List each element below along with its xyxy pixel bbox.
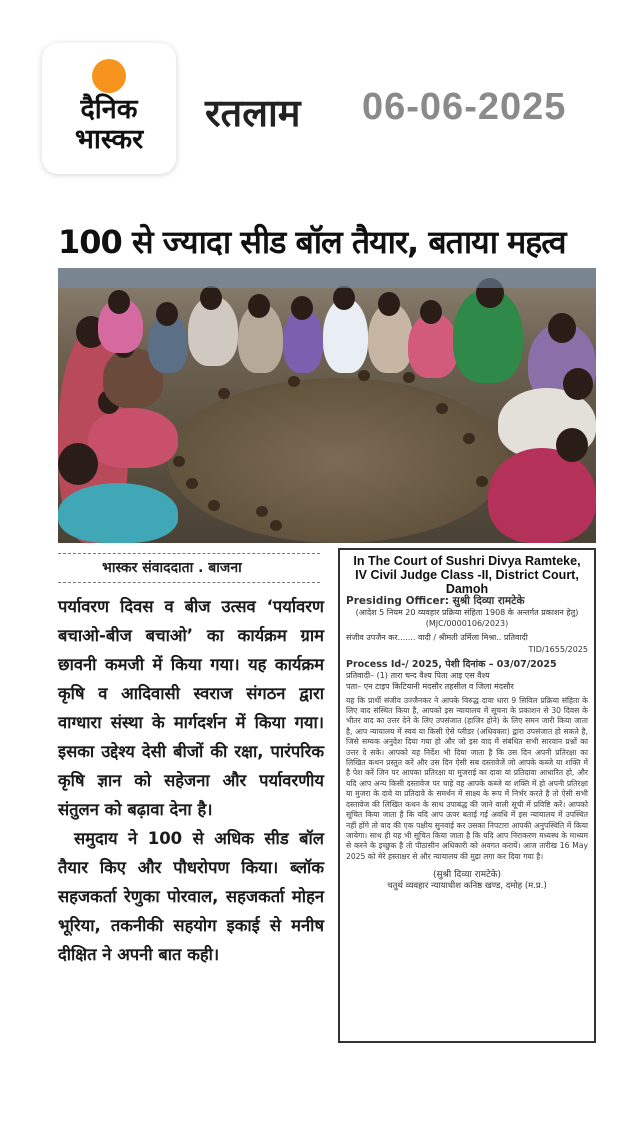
sun-icon xyxy=(92,59,126,93)
seed-ball xyxy=(463,433,475,444)
notice-recipient: प्रतिवादी– (1) तारा चन्द वैश्य पिता आइ एस वैश्य xyxy=(346,671,490,681)
seed-ball xyxy=(186,478,198,489)
article-photo xyxy=(58,268,596,543)
logo-line-2: भास्कर xyxy=(74,124,144,155)
photo-head xyxy=(548,313,576,343)
seed-ball xyxy=(476,476,488,487)
seed-ball xyxy=(358,370,370,381)
app-header xyxy=(0,0,622,200)
article-paragraph-2: समुदाय ने 100 से अधिक सीड बॉल तैयार किए और पौधरोपण किया। ब्लॉक सहजकर्ता रेणुका पोरवाल, सहजकर्ता मोहन भूरिया, तकनीकी सहयोग इकाई से मनीष दीक्षित ने अपनी बात कही। xyxy=(58,829,324,964)
photo-head xyxy=(420,300,442,324)
seed-ball xyxy=(403,372,415,383)
photo-head xyxy=(378,292,400,316)
seed-ball xyxy=(270,520,282,531)
photo-ground xyxy=(168,378,508,543)
seed-ball xyxy=(208,500,220,511)
photo-person xyxy=(488,448,596,543)
notice-designation: चतुर्थ व्यवहार न्यायाधीश कनिष्ठ खण्ड, दमोह (म.प्र.) xyxy=(387,881,547,892)
photo-head xyxy=(108,290,130,314)
photo-person xyxy=(88,408,178,468)
seed-ball xyxy=(256,506,268,517)
notice-body: यह कि प्रार्थी संजीव उज्जैनकर ने आपके विरुद्ध दावा धारा 9 सिविल प्रक्रिया संहिता के लिए वाद संस्थित किया है, आपको इस न्यायालय में सूचना के प्रकाशन से 30 दिवस के भीतर वाद का उत्तर देने के लिए उपसंजात (हाजिर होने) के लिए समन जारी किया जाता है, आप न्यायालय में स्वयं या किसी ऐसे प्लीडर (अधिवक्ता) द्वारा उपसंजात हो सकते है, जिसे सम्यक अनुदेश दिया गया हो और जो इस वाद में संबंधित सभी सारवान प्रश्नों का उत्तर दे सके। आपको यह निर्देश भी दिया जाता है कि उस दिन अपनी प्रतिरक्षा का लिखित कथन प्रस्तुत करें और उस दिन ऐसी सब दस्तावेजें जो आपके कब्जे या शक्ति में है पेश करें जिन पर आपका प्रतिरक्षा या मुजराई का दावा या प्रतिदावा आधारित हो, और यदि आप अन्य किसी दस्तावेज पर चाहे वह आपके कब्जे या शक्ति में हो अपनी प्रतिरक्षा या मुजरा के दावे या प्रतिदावे के समर्थन में साक्ष्य के रूप में निर्भर करते है तो ऐसी सभी दस्तावेज की लिखित कथन के साथ उपाबद्ध की जाने वाली सूची में प्रविष्टि करें। आपको सूचित किया जाता है कि यदि आप ऊपर बताई गई अवधि में इस न्यायालय में उपस्थित नहीं होंगे तो वाद की एक पक्षीय सुनवाई कर उसका निपटारा आपकी अनुपस्थिति में किया जायेगा। साथ ही यह भी सूचित किया जाता है कि यदि आप निराकरण मध्यस्थ के माध्यम से करने के इच्छुक है तो पीठासीन अधिकारी को अवगत करायें। आज तारीख 16 May 2025 को मेरे हस्ताक्षर से और न्यायालय की मुद्रा लगा कर दिया गया है। xyxy=(346,695,588,861)
notice-presiding-officer: Presiding Officer: सुश्री दिव्या रामटेके xyxy=(346,595,525,607)
notice-address: पता– एन टाइप किटियानी मंदसौर तहसील व जिला मंदसौर xyxy=(346,682,514,692)
logo-line-1: दैनिक xyxy=(80,94,138,125)
notice-process-id: Process Id-/ 2025, पेशी दिनांक – 03/07/2025 xyxy=(346,659,557,671)
seed-ball xyxy=(288,376,300,387)
photo-head xyxy=(291,296,313,320)
notice-parties: संजीव उपजैन कर....... वादी / श्रीमती उर्मिला मिश्रा.. प्रतिवादी xyxy=(346,632,528,642)
photo-head xyxy=(556,428,588,462)
seed-ball xyxy=(436,403,448,414)
article-paragraph-1: पर्यावरण दिवस व बीज उत्सव ‘पर्यावरण बचाओ-बीज बचाओ’ का कार्यक्रम ग्राम छावनी कमजी में किया गया। यह कार्यक्रम कृषि व आदिवासी स्वराज संगठन द्वारा वाग्धारा संस्था के मार्गदर्शन में किया गया। इसका उद्देश्य देसी बीजों की रक्षा, पारंपरिक कृषि ज्ञान को सहेजना और पर्यावरणीय संतुलन को बढ़ावा देना है। xyxy=(58,597,324,819)
photo-head xyxy=(156,302,178,326)
photo-person xyxy=(58,483,178,543)
article-headline: 100 से ज्यादा सीड बॉल तैयार, बताया महत्व xyxy=(58,223,566,261)
notice-order-ref: (आदेश 5 नियम 20 व्यवहार प्रक्रिया संहिता 1908 के अन्तर्गत प्रकाशन हेतु) (MJC/0000106/2023) xyxy=(355,608,579,629)
court-notice xyxy=(338,548,596,1043)
edition-date: 06-06-2025 xyxy=(362,86,567,128)
notice-signature: (सुश्री दिव्या रामटेके) xyxy=(432,870,502,881)
article-byline: भास्कर संवाददाता . बाजना xyxy=(102,560,242,576)
photo-head xyxy=(333,286,355,310)
photo-head xyxy=(200,286,222,310)
notice-court-title: In The Court of Sushri Divya Ramteke, IV Civil Judge Class -II, District Court, Damoh xyxy=(353,554,581,596)
seed-ball xyxy=(173,456,185,467)
photo-head xyxy=(58,443,98,485)
newspaper-clipping xyxy=(58,210,620,1050)
seed-ball xyxy=(218,388,230,399)
photo-head xyxy=(248,294,270,318)
notice-case-number: TID/1655/2025 xyxy=(528,644,588,654)
edition-city: रतलाम xyxy=(205,91,301,135)
photo-background xyxy=(58,268,596,288)
photo-head xyxy=(563,368,593,400)
byline-divider-bottom xyxy=(58,582,320,583)
byline-divider-top xyxy=(58,553,320,554)
dainik-bhaskar-logo[interactable] xyxy=(42,43,176,174)
article-body xyxy=(58,592,324,969)
